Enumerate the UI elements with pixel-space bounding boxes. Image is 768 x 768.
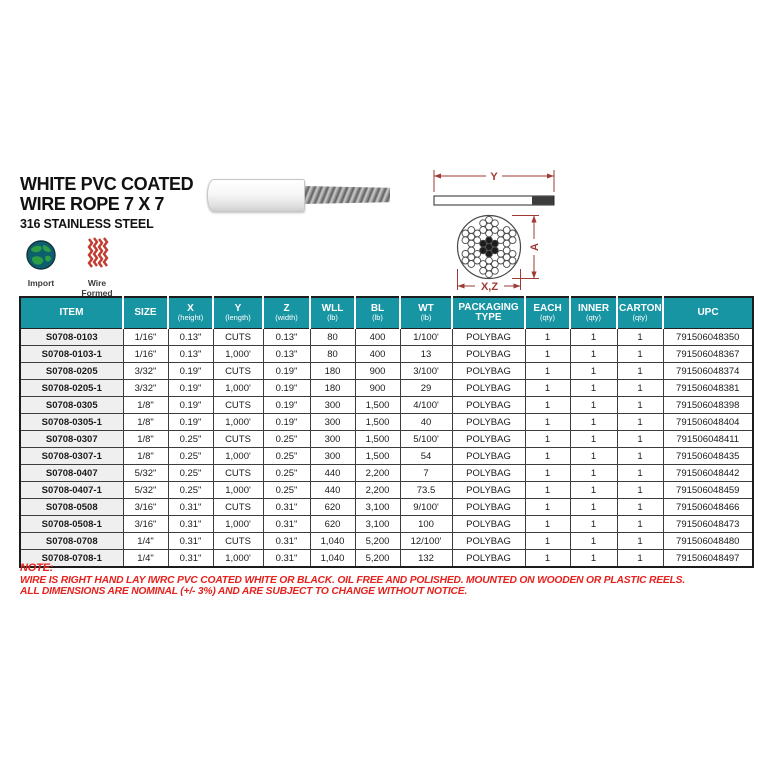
- data-cell: 180: [310, 363, 355, 380]
- globe-icon: [25, 239, 57, 271]
- table-row: [20, 329, 753, 346]
- item-cell: S0708-0307-1: [20, 448, 123, 465]
- column-header: Z (width): [263, 297, 310, 329]
- data-cell: 791506048435: [663, 448, 753, 465]
- data-cell: 1: [525, 533, 570, 550]
- dimension-diagram: [426, 163, 566, 295]
- table-row: [20, 431, 753, 448]
- data-cell: 73.5: [400, 482, 452, 499]
- data-cell: 40: [400, 414, 452, 431]
- data-cell: 1: [525, 465, 570, 482]
- column-header: CARTON (qty): [617, 297, 663, 329]
- data-cell: 1/4": [123, 550, 168, 568]
- data-cell: POLYBAG: [452, 414, 525, 431]
- data-cell: 3/32": [123, 363, 168, 380]
- data-cell: 791506048473: [663, 516, 753, 533]
- data-cell: 1: [617, 363, 663, 380]
- page-subtitle: 316 STAINLESS STEEL: [20, 217, 154, 231]
- data-cell: 620: [310, 516, 355, 533]
- column-header: PACKAGING TYPE: [452, 297, 525, 329]
- item-cell: S0708-0305-1: [20, 414, 123, 431]
- data-cell: 1: [570, 448, 617, 465]
- data-cell: 0.25": [168, 431, 213, 448]
- data-cell: POLYBAG: [452, 380, 525, 397]
- data-cell: 1: [570, 482, 617, 499]
- data-cell: 400: [355, 329, 400, 346]
- data-cell: 1: [570, 414, 617, 431]
- page-title-line2: WIRE ROPE 7 X 7: [20, 194, 165, 214]
- data-cell: 0.31": [168, 550, 213, 568]
- data-cell: 620: [310, 499, 355, 516]
- data-cell: 0.25": [263, 431, 310, 448]
- data-cell: 1: [617, 329, 663, 346]
- column-header: ITEM: [20, 297, 123, 329]
- data-cell: 54: [400, 448, 452, 465]
- data-cell: 1: [525, 499, 570, 516]
- data-cell: 440: [310, 465, 355, 482]
- table-body: [20, 329, 753, 568]
- column-header: UPC: [663, 297, 753, 329]
- data-cell: 1: [617, 482, 663, 499]
- data-cell: 791506048350: [663, 329, 753, 346]
- data-cell: 1: [525, 346, 570, 363]
- data-cell: 1,000': [213, 516, 263, 533]
- data-cell: 1: [525, 448, 570, 465]
- data-cell: 1: [617, 397, 663, 414]
- data-cell: 1: [570, 329, 617, 346]
- data-cell: 0.13": [168, 346, 213, 363]
- data-cell: 0.25": [168, 465, 213, 482]
- table-row: [20, 363, 753, 380]
- data-cell: 791506048411: [663, 431, 753, 448]
- item-cell: S0708-0407-1: [20, 482, 123, 499]
- data-cell: 1: [570, 380, 617, 397]
- wire-formed-badge-label: Wire Formed: [81, 278, 113, 298]
- data-cell: 1: [617, 516, 663, 533]
- data-cell: 0.31": [168, 533, 213, 550]
- table-wrap: [19, 296, 752, 568]
- data-cell: 1: [525, 414, 570, 431]
- item-cell: S0708-0103: [20, 329, 123, 346]
- rope-side-view: [434, 196, 554, 205]
- data-cell: POLYBAG: [452, 465, 525, 482]
- data-cell: 300: [310, 397, 355, 414]
- data-cell: POLYBAG: [452, 482, 525, 499]
- data-cell: 791506048381: [663, 380, 753, 397]
- data-cell: 300: [310, 414, 355, 431]
- data-cell: 0.25": [263, 465, 310, 482]
- data-cell: 1,040: [310, 550, 355, 568]
- data-cell: 80: [310, 329, 355, 346]
- data-cell: 13: [400, 346, 452, 363]
- data-cell: 1,000': [213, 414, 263, 431]
- data-cell: 5/100': [400, 431, 452, 448]
- data-cell: 1/8": [123, 448, 168, 465]
- data-cell: 1: [570, 516, 617, 533]
- data-cell: 1: [617, 414, 663, 431]
- column-header: Y (length): [213, 297, 263, 329]
- wire-formed-icon: [83, 237, 111, 271]
- column-header: BL (lb): [355, 297, 400, 329]
- column-header: WLL (lb): [310, 297, 355, 329]
- note-block: [20, 563, 720, 598]
- data-cell: 900: [355, 363, 400, 380]
- data-cell: 1: [570, 533, 617, 550]
- data-cell: 0.19": [168, 363, 213, 380]
- data-cell: 4/100': [400, 397, 452, 414]
- data-cell: 1: [525, 329, 570, 346]
- data-cell: 1,000': [213, 380, 263, 397]
- item-cell: S0708-0407: [20, 465, 123, 482]
- data-cell: 1,040: [310, 533, 355, 550]
- data-cell: 1: [570, 397, 617, 414]
- data-cell: 0.31": [263, 533, 310, 550]
- data-cell: 1: [525, 363, 570, 380]
- data-cell: 1: [525, 397, 570, 414]
- data-cell: 0.13": [263, 329, 310, 346]
- data-cell: 300: [310, 448, 355, 465]
- data-cell: 0.19": [263, 397, 310, 414]
- data-cell: 0.31": [168, 516, 213, 533]
- data-cell: POLYBAG: [452, 516, 525, 533]
- data-cell: 1/100': [400, 329, 452, 346]
- item-cell: S0708-0205: [20, 363, 123, 380]
- data-cell: 0.19": [168, 380, 213, 397]
- table-row: [20, 448, 753, 465]
- data-cell: 0.19": [168, 397, 213, 414]
- table-row: [20, 482, 753, 499]
- data-cell: 440: [310, 482, 355, 499]
- data-cell: 5/32": [123, 482, 168, 499]
- data-cell: 791506048404: [663, 414, 753, 431]
- data-cell: POLYBAG: [452, 431, 525, 448]
- data-cell: 1,500: [355, 397, 400, 414]
- data-cell: 791506048398: [663, 397, 753, 414]
- data-cell: 3/32": [123, 380, 168, 397]
- item-cell: S0708-0508: [20, 499, 123, 516]
- data-cell: POLYBAG: [452, 397, 525, 414]
- data-cell: 1/16": [123, 329, 168, 346]
- product-photo: [207, 179, 393, 213]
- data-cell: 791506048442: [663, 465, 753, 482]
- data-cell: 0.31": [168, 499, 213, 516]
- data-cell: 3/16": [123, 516, 168, 533]
- data-cell: CUTS: [213, 363, 263, 380]
- page-title-line1: WHITE PVC COATED: [20, 174, 194, 194]
- data-cell: 1,500: [355, 448, 400, 465]
- data-cell: POLYBAG: [452, 363, 525, 380]
- column-header: X (height): [168, 297, 213, 329]
- note-line1: WIRE IS RIGHT HAND LAY IWRC PVC COATED WHITE OR BLACK. OIL FREE AND POLISHED. MOUNTED ON WOODEN OR PLASTIC REELS.: [20, 574, 686, 586]
- dim-label-xz: X,Z: [480, 281, 499, 293]
- data-cell: 1,500: [355, 414, 400, 431]
- data-cell: 0.13": [263, 346, 310, 363]
- data-cell: 1: [525, 482, 570, 499]
- data-cell: 29: [400, 380, 452, 397]
- data-cell: 791506048459: [663, 482, 753, 499]
- note-line2: ALL DIMENSIONS ARE NOMINAL (+/- 3%) AND ARE SUBJECT TO CHANGE WITHOUT NOTICE.: [20, 586, 468, 597]
- data-cell: 2,200: [355, 482, 400, 499]
- data-cell: 0.19": [168, 414, 213, 431]
- data-cell: 0.31": [263, 499, 310, 516]
- data-cell: 1/8": [123, 431, 168, 448]
- data-cell: CUTS: [213, 533, 263, 550]
- data-cell: 0.19": [263, 363, 310, 380]
- pvc-coating-section: [207, 179, 305, 212]
- title-block: [20, 174, 193, 231]
- data-cell: 80: [310, 346, 355, 363]
- rope-cross-section: [458, 216, 521, 279]
- data-cell: POLYBAG: [452, 329, 525, 346]
- data-cell: 791506048367: [663, 346, 753, 363]
- data-cell: 791506048374: [663, 363, 753, 380]
- data-cell: 5/32": [123, 465, 168, 482]
- data-cell: 1: [617, 533, 663, 550]
- data-cell: 3/100': [400, 363, 452, 380]
- data-cell: 1,500: [355, 431, 400, 448]
- data-cell: 900: [355, 380, 400, 397]
- data-cell: 400: [355, 346, 400, 363]
- table-row: [20, 499, 753, 516]
- data-cell: CUTS: [213, 431, 263, 448]
- item-cell: S0708-0708: [20, 533, 123, 550]
- data-cell: CUTS: [213, 465, 263, 482]
- data-cell: 1,000': [213, 482, 263, 499]
- table-row: [20, 346, 753, 363]
- data-cell: 3,100: [355, 516, 400, 533]
- data-cell: 1,000': [213, 448, 263, 465]
- dim-label-y: Y: [490, 171, 498, 183]
- data-cell: 3,100: [355, 499, 400, 516]
- data-cell: 1: [525, 550, 570, 568]
- data-cell: POLYBAG: [452, 499, 525, 516]
- data-cell: 1: [617, 431, 663, 448]
- data-cell: 1: [617, 465, 663, 482]
- data-cell: 0.31": [263, 550, 310, 568]
- data-cell: 3/16": [123, 499, 168, 516]
- data-cell: 0.19": [263, 414, 310, 431]
- data-cell: 0.25": [263, 448, 310, 465]
- data-cell: 9/100': [400, 499, 452, 516]
- table-row: [20, 465, 753, 482]
- data-cell: 180: [310, 380, 355, 397]
- item-cell: S0708-0305: [20, 397, 123, 414]
- data-cell: 1: [525, 516, 570, 533]
- column-header: WT (lb): [400, 297, 452, 329]
- item-cell: S0708-0307: [20, 431, 123, 448]
- table-row: [20, 516, 753, 533]
- data-cell: 791506048497: [663, 550, 753, 568]
- import-badge: [18, 239, 64, 289]
- data-cell: 1: [617, 550, 663, 568]
- data-cell: 0.31": [263, 516, 310, 533]
- data-cell: 7: [400, 465, 452, 482]
- data-cell: 1/16": [123, 346, 168, 363]
- data-cell: 132: [400, 550, 452, 568]
- data-cell: CUTS: [213, 397, 263, 414]
- data-cell: 1/8": [123, 414, 168, 431]
- data-cell: CUTS: [213, 499, 263, 516]
- data-cell: POLYBAG: [452, 533, 525, 550]
- table-row: [20, 533, 753, 550]
- data-cell: 1: [525, 380, 570, 397]
- data-cell: 791506048466: [663, 499, 753, 516]
- column-header: SIZE: [123, 297, 168, 329]
- data-cell: 1: [570, 346, 617, 363]
- data-cell: 0.25": [168, 482, 213, 499]
- data-cell: 1: [570, 499, 617, 516]
- data-cell: 791506048480: [663, 533, 753, 550]
- data-cell: 1/8": [123, 397, 168, 414]
- data-cell: 1,000': [213, 550, 263, 568]
- note-heading: NOTE:: [20, 562, 54, 574]
- bare-wire-section: [303, 186, 390, 204]
- data-cell: 5,200: [355, 533, 400, 550]
- table-row: [20, 380, 753, 397]
- data-cell: 1: [617, 346, 663, 363]
- dim-label-a: A: [529, 243, 541, 251]
- table-row: [20, 414, 753, 431]
- data-cell: 1: [570, 363, 617, 380]
- column-header: EACH (qty): [525, 297, 570, 329]
- data-cell: 1/4": [123, 533, 168, 550]
- data-cell: 5,200: [355, 550, 400, 568]
- data-cell: 1: [617, 499, 663, 516]
- table-header-row: [20, 297, 753, 329]
- item-cell: S0708-0205-1: [20, 380, 123, 397]
- wire-formed-badge: [74, 237, 120, 298]
- data-cell: 100: [400, 516, 452, 533]
- data-cell: CUTS: [213, 329, 263, 346]
- item-cell: S0708-0103-1: [20, 346, 123, 363]
- data-cell: 0.19": [263, 380, 310, 397]
- data-cell: POLYBAG: [452, 448, 525, 465]
- column-header: INNER (qty): [570, 297, 617, 329]
- data-cell: 2,200: [355, 465, 400, 482]
- data-cell: 0.13": [168, 329, 213, 346]
- data-cell: 1: [617, 380, 663, 397]
- item-cell: S0708-0508-1: [20, 516, 123, 533]
- data-cell: 0.25": [168, 448, 213, 465]
- data-cell: 1: [570, 465, 617, 482]
- table-row: [20, 397, 753, 414]
- data-cell: POLYBAG: [452, 346, 525, 363]
- data-cell: 1: [617, 448, 663, 465]
- data-cell: POLYBAG: [452, 550, 525, 568]
- data-cell: 1: [525, 431, 570, 448]
- data-cell: 0.25": [263, 482, 310, 499]
- import-badge-label: Import: [27, 278, 55, 288]
- data-cell: 12/100': [400, 533, 452, 550]
- data-cell: 1: [570, 431, 617, 448]
- item-cell: S0708-0708-1: [20, 550, 123, 568]
- data-cell: 300: [310, 431, 355, 448]
- product-table: [19, 296, 754, 568]
- data-cell: 1: [570, 550, 617, 568]
- data-cell: 1,000': [213, 346, 263, 363]
